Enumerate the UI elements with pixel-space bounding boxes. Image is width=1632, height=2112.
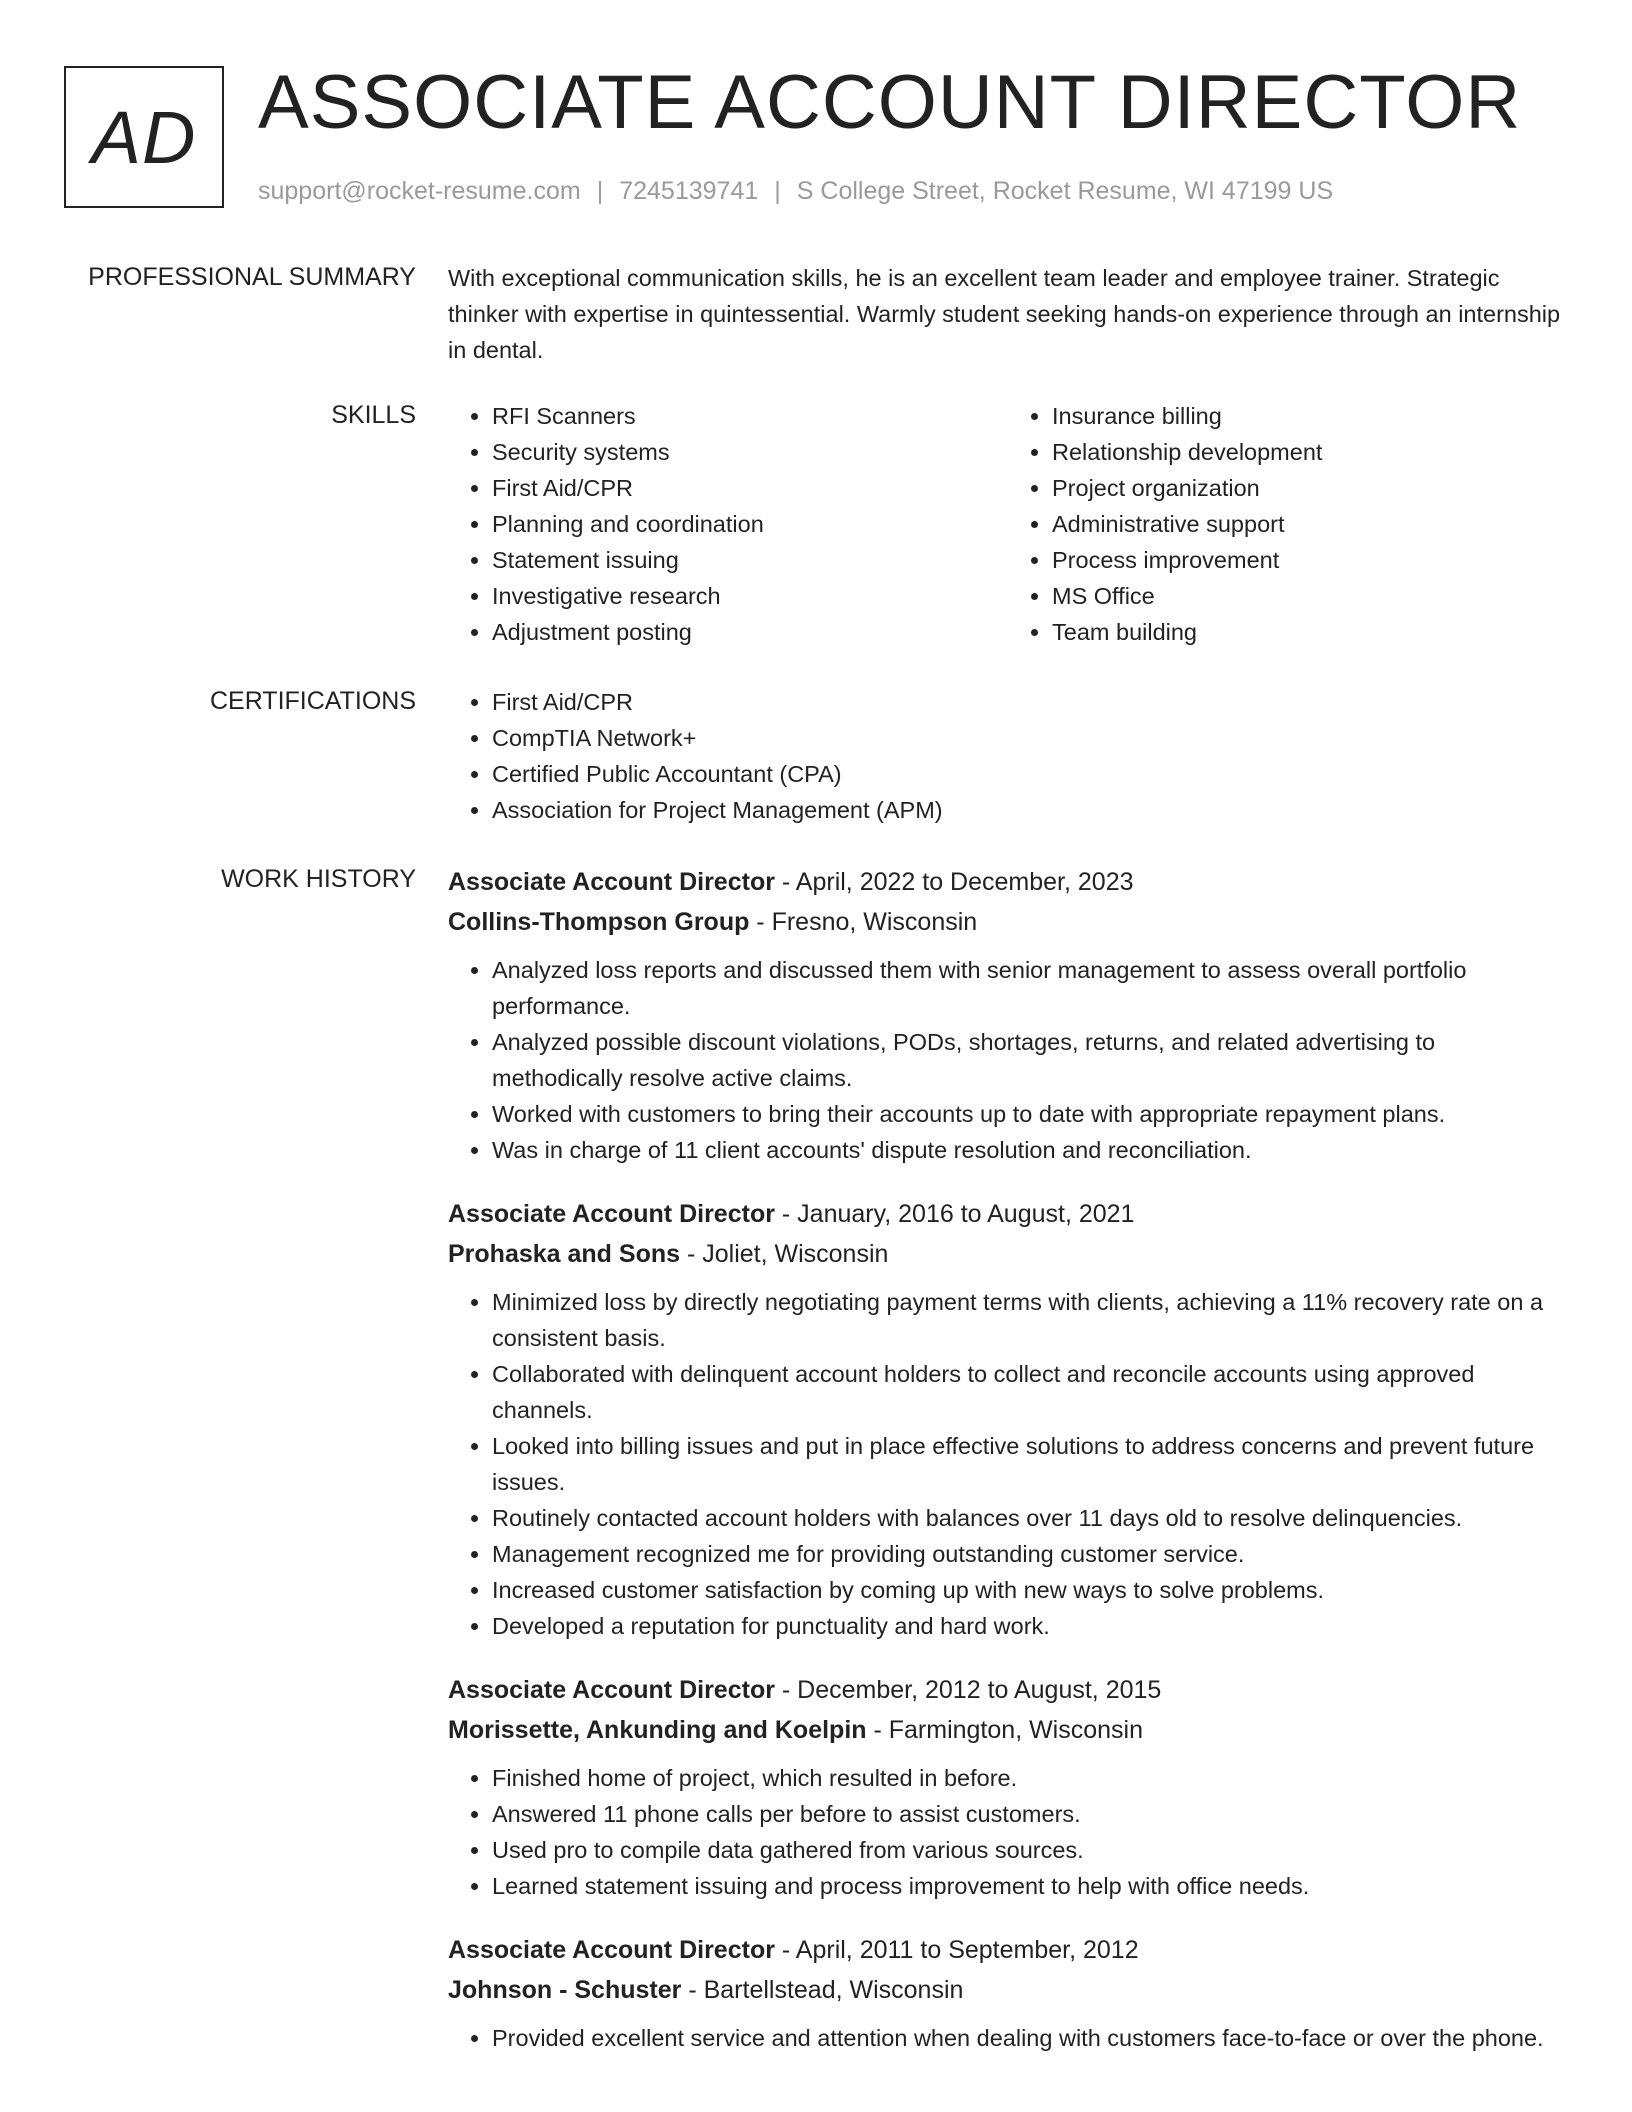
- work-history-body: [448, 862, 1568, 2082]
- job-company-line: [448, 1970, 1568, 2010]
- job-company: Collins-Thompson Group: [448, 908, 750, 936]
- list-item: • Process improvement: [1052, 542, 1568, 578]
- list-item: • Planning and coordination: [492, 506, 1008, 542]
- job-entry: [448, 862, 1568, 1168]
- job-location: - Joliet, Wisconsin: [680, 1240, 889, 1268]
- job-entry: [448, 1194, 1568, 1644]
- list-item: • First Aid/CPR: [492, 684, 1568, 720]
- summary-text: With exceptional communication skills, he is an excellent team leader and employee trainer. Strategic thinker with expertise in quintessential. Warmly student seeking hands-on experience through an internship in dental.: [448, 265, 1561, 363]
- section-label-work-history: WORK HISTORY: [221, 865, 416, 893]
- skills-list-right: [1008, 398, 1568, 650]
- job-company-line: [448, 1234, 1568, 1274]
- job-entry: [448, 1930, 1568, 2056]
- job-company: Prohaska and Sons: [448, 1240, 681, 1268]
- list-item: • Increased customer satisfaction by coming up with new ways to solve problems.: [492, 1572, 1568, 1608]
- list-item: • Was in charge of 11 client accounts' dispute resolution and reconciliation.: [492, 1132, 1568, 1168]
- section-label-skills: SKILLS: [331, 401, 416, 429]
- job-title-line: [448, 1930, 1568, 1970]
- job-entry: [448, 1670, 1568, 1904]
- contact-phone: 7245139741: [619, 177, 759, 205]
- job-title-line: [448, 862, 1568, 902]
- list-item: • Answered 11 phone calls per before to assist customers.: [492, 1796, 1568, 1832]
- list-item: • Collaborated with delinquent account holders to collect and reconcile accounts using approved channels.: [492, 1356, 1568, 1428]
- list-item: • Management recognized me for providing outstanding customer service.: [492, 1536, 1568, 1572]
- job-company-line: [448, 1710, 1568, 1750]
- list-item: • Finished home of project, which resulted in before.: [492, 1760, 1568, 1796]
- list-item: • Used pro to compile data gathered from various sources.: [492, 1832, 1568, 1868]
- certifications-body: [448, 684, 1568, 828]
- list-item: • Analyzed loss reports and discussed them with senior management to assess overall portfolio performance.: [492, 952, 1568, 1024]
- list-item: • Learned statement issuing and process improvement to help with office needs.: [492, 1868, 1568, 1904]
- section-label-summary: PROFESSIONAL SUMMARY: [88, 263, 416, 291]
- list-item: • Provided excellent service and attention when dealing with customers face-to-face or over the phone.: [492, 2020, 1568, 2056]
- list-item: • Association for Project Management (APM): [492, 792, 1568, 828]
- list-item: • Developed a reputation for punctuality and hard work.: [492, 1608, 1568, 1644]
- list-item: • Investigative research: [492, 578, 1008, 614]
- list-item: • RFI Scanners: [492, 398, 1008, 434]
- monogram-badge: [64, 66, 224, 208]
- list-item: • Worked with customers to bring their accounts up to date with appropriate repayment plans.: [492, 1096, 1568, 1132]
- job-company-line: [448, 902, 1568, 942]
- list-item: • Looked into billing issues and put in place effective solutions to address concerns and prevent future issues.: [492, 1428, 1568, 1500]
- contact-separator: |: [774, 177, 781, 205]
- job-bullets: [448, 952, 1568, 1168]
- job-bullets: [448, 2020, 1568, 2056]
- list-item: • Team building: [1052, 614, 1568, 650]
- job-bullets: [448, 1284, 1568, 1644]
- list-item: • Relationship development: [1052, 434, 1568, 470]
- skills-columns: [448, 398, 1568, 650]
- list-item: • Administrative support: [1052, 506, 1568, 542]
- contact-line: [258, 174, 1333, 208]
- contact-email: support@rocket-resume.com: [258, 177, 581, 205]
- list-item: • Certified Public Accountant (CPA): [492, 756, 1568, 792]
- job-dates: - December, 2012 to August, 2015: [774, 1676, 1162, 1704]
- list-item: • Adjustment posting: [492, 614, 1008, 650]
- page-title: ASSOCIATE ACCOUNT DIRECTOR: [258, 60, 1522, 145]
- job-role: Associate Account Director: [448, 1936, 775, 1964]
- job-title-line: [448, 1194, 1568, 1234]
- section-label-certifications: CERTIFICATIONS: [209, 687, 416, 715]
- contact-address: S College Street, Rocket Resume, WI 47199 US: [796, 177, 1334, 205]
- job-title-line: [448, 1670, 1568, 1710]
- job-location: - Farmington, Wisconsin: [866, 1716, 1143, 1744]
- certifications-list: [448, 684, 1568, 828]
- list-item: • Routinely contacted account holders with balances over 11 days old to resolve delinquencies.: [492, 1500, 1568, 1536]
- job-location: - Bartellstead, Wisconsin: [681, 1976, 964, 2004]
- list-item: • MS Office: [1052, 578, 1568, 614]
- job-dates: - April, 2022 to December, 2023: [774, 868, 1134, 896]
- list-item: • First Aid/CPR: [492, 470, 1008, 506]
- job-company: Johnson - Schuster: [448, 1976, 682, 2004]
- job-company: Morissette, Ankunding and Koelpin: [448, 1716, 867, 1744]
- job-bullets: [448, 1760, 1568, 1904]
- list-item: • Security systems: [492, 434, 1008, 470]
- list-item: • Insurance billing: [1052, 398, 1568, 434]
- list-item: • Analyzed possible discount violations, PODs, shortages, returns, and related advertising to methodically resolve active claims.: [492, 1024, 1568, 1096]
- job-location: - Fresno, Wisconsin: [749, 908, 978, 936]
- monogram-initials: AD: [91, 95, 197, 179]
- job-role: Associate Account Director: [448, 1676, 775, 1704]
- skills-list-left: [448, 398, 1008, 650]
- job-dates: - April, 2011 to September, 2012: [774, 1936, 1139, 1964]
- job-dates: - January, 2016 to August, 2021: [774, 1200, 1135, 1228]
- list-item: • Project organization: [1052, 470, 1568, 506]
- contact-separator: |: [596, 177, 604, 205]
- job-role: Associate Account Director: [448, 1200, 775, 1228]
- job-role: Associate Account Director: [448, 868, 775, 896]
- list-item: • Statement issuing: [492, 542, 1008, 578]
- list-item: • Minimized loss by directly negotiating payment terms with clients, achieving a 11% recovery rate on a consistent basis.: [492, 1284, 1568, 1356]
- list-item: • CompTIA Network+: [492, 720, 1568, 756]
